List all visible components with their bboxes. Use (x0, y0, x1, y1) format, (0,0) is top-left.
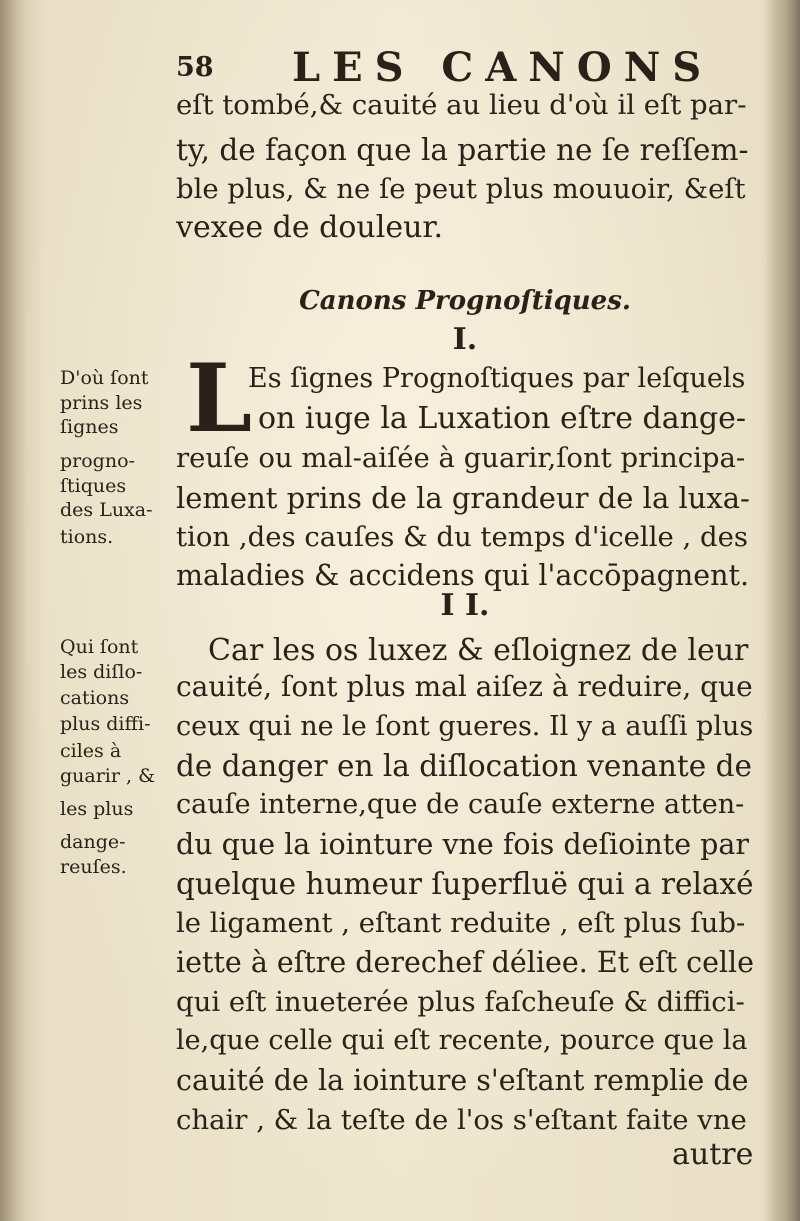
marginal-note-line: guarir , & (60, 765, 155, 787)
marginal-note-line: ſtiques (60, 475, 127, 497)
body-line: du que la iointure vne fois deſiointe par (176, 828, 749, 861)
marginal-note-line: ſignes (60, 416, 119, 438)
body-line: Car les os luxez & eſloignez de leur (208, 633, 749, 668)
body-line: on iuge la Luxation eſtre dange- (258, 401, 747, 436)
marginal-note-line: prins les (60, 392, 143, 414)
body-line: ceux qui ne le ſont gueres. Il y a auſſi plus (176, 711, 754, 742)
body-line: eſt tombé,& cauité au lieu d'où il eſt par- (176, 89, 747, 121)
marginal-note-line: cations (60, 687, 130, 709)
marginal-note-line: progno- (60, 450, 135, 472)
body-line: cauité, ſont plus mal aiſez à reduire, que (176, 670, 753, 703)
body-line: de danger en la diſlocation venante de (176, 749, 752, 783)
body-line: Es ſignes Prognoſtiques par leſquels (248, 363, 746, 394)
body-line: ty, de façon que la partie ne ſe reſſem- (176, 133, 749, 167)
body-line: quelque humeur ſuperfluë qui a relaxé (176, 867, 754, 901)
marginal-note-line: les plus (60, 798, 134, 820)
body-line: vexee de douleur. (176, 210, 443, 245)
marginal-note-line: plus diffi- (60, 713, 151, 735)
marginal-note-line: reuſes. (60, 856, 127, 878)
page-gutter-left (0, 0, 26, 1221)
body-line: le ligament , eſtant reduite , eſt plus ſub- (176, 907, 746, 939)
marginal-note-line: des Luxa- (60, 499, 153, 521)
body-line: maladies & accidens qui l'accōpagnent. (176, 559, 750, 592)
body-line: lement prins de la grandeur de la luxa- (176, 481, 750, 515)
body-line: qui eſt inueterée plus faſcheuſe & diffici- (176, 986, 745, 1018)
marginal-note-line: tions. (60, 526, 114, 548)
body-line: iette à eſtre derechef déliee. Et eſt celle (176, 946, 755, 979)
marginal-note-line: ciles à (60, 740, 122, 762)
marginal-note-line: D'où ſont (60, 367, 149, 389)
drop-cap-initial: L (186, 344, 253, 454)
canon-numeral: I. (452, 322, 478, 357)
canon-numeral: I I. (440, 588, 490, 623)
catchword: autre (672, 1137, 754, 1172)
running-title: LES CANONS (292, 44, 714, 91)
section-heading: Canons Prognoſtiques. (299, 286, 631, 316)
page-number: 58 (176, 52, 214, 83)
page-edge-right (766, 0, 800, 1221)
marginal-note-line: Qui ſont (60, 636, 139, 658)
body-line: ble plus, & ne ſe peut plus mouuoir, &eſt (176, 173, 746, 205)
body-line: tion ,des cauſes & du temps d'icelle , des (176, 521, 748, 553)
marginal-note-line: les diſlo- (60, 661, 143, 683)
body-line: cauſe interne,que de cauſe externe atten- (176, 789, 745, 820)
marginal-note-line: dange- (60, 831, 126, 853)
body-line: reuſe ou mal-aiſée à guarir,ſont principa- (176, 442, 746, 474)
body-line: chair , & la teſte de l'os s'eſtant faite vne (176, 1104, 747, 1136)
body-line: le,que celle qui eſt recente, pource que la (176, 1025, 748, 1056)
body-line: cauité de la iointure s'eſtant remplie de (176, 1064, 749, 1097)
